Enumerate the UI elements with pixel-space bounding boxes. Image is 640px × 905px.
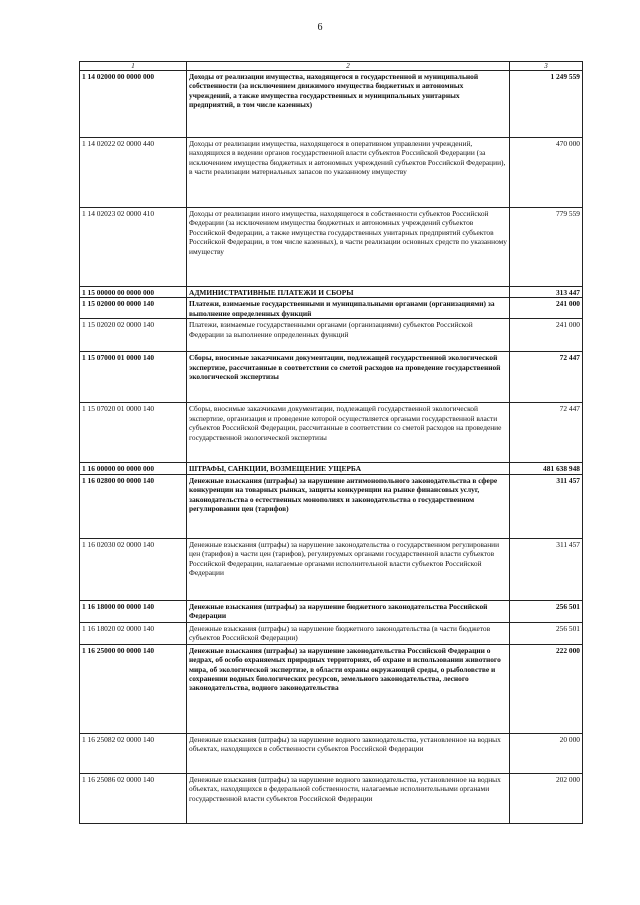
table-row	[80, 403, 583, 463]
budget-revenue-table	[79, 61, 583, 824]
row-name: ШТРАФЫ, САНКЦИИ, ВОЗМЕЩЕНИЕ УЩЕРБА	[187, 463, 510, 474]
table-row	[80, 474, 583, 538]
row-name: Платежи, взимаемые государственными и муниципальными органами (организациями) за выполнение определенных функций	[187, 298, 510, 319]
row-code: 1 16 02030 02 0000 140	[80, 538, 187, 600]
row-name: Доходы от реализации имущества, находящегося в государственной и муниципальной собственности (за исключением движимого имущества бюджетных и автономных учреждений, а также имущества государственных и муниципальных унитарных предприятий, в том числе казенных)	[187, 71, 510, 138]
row-code: 1 15 00000 00 0000 000	[80, 287, 187, 298]
row-code: 1 16 02800 00 0000 140	[80, 474, 187, 538]
row-code: 1 15 07000 01 0000 140	[80, 352, 187, 403]
row-amount: 222 000	[510, 644, 583, 733]
column-header-2: 2	[187, 62, 510, 71]
row-amount: 72 447	[510, 403, 583, 463]
row-name: Денежные взыскания (штрафы) за нарушение законодательства о государственном регулировании цен (тарифов) в части цен (тарифов), регулируемых органами государственной власти субъектов Российской Федерации, налагаемые органами исполнительной власти субъектов Российской Федерации	[187, 538, 510, 600]
row-amount: 202 000	[510, 773, 583, 823]
row-amount: 481 638 948	[510, 463, 583, 474]
table-row	[80, 352, 583, 403]
table-row	[80, 622, 583, 644]
page-number: 6	[317, 22, 323, 33]
table-row	[80, 600, 583, 622]
row-name: Сборы, вносимые заказчиками документации, подлежащей государственной экологической экспертизе, организация и проведение которой осуществляется органами государственной власти субъектов Российской Федерации, рассчитанные в соответствии со сметой расходов на проведение государственной экологической экспертизы	[187, 403, 510, 463]
row-code: 1 16 18000 00 0000 140	[80, 600, 187, 622]
row-name: Денежные взыскания (штрафы) за нарушение бюджетного законодательства Российской Федерации	[187, 600, 510, 622]
row-name: АДМИНИСТРАТИВНЫЕ ПЛАТЕЖИ И СБОРЫ	[187, 287, 510, 298]
row-name: Платежи, взимаемые государственными органами (организациями) субъектов Российской Федерации за выполнение определенных функций	[187, 319, 510, 352]
row-code: 1 14 02023 02 0000 410	[80, 208, 187, 287]
row-amount: 256 501	[510, 600, 583, 622]
row-amount: 311 457	[510, 474, 583, 538]
row-amount: 779 559	[510, 208, 583, 287]
row-name: Доходы от реализации имущества, находящегося в оперативном управлении учреждений, находящихся в ведении органов государственной власти субъектов Российской Федерации (за исключением имущества бюджетных и автономных учреждений субъектов Российской Федерации), в части реализации материальных запасов по указанному имуществу	[187, 138, 510, 208]
row-amount: 470 000	[510, 138, 583, 208]
row-amount: 241 000	[510, 319, 583, 352]
table-header-row	[80, 62, 583, 71]
row-code: 1 15 07020 01 0000 140	[80, 403, 187, 463]
row-name: Денежные взыскания (штрафы) за нарушение водного законодательства, установленное на водных объектах, находящихся в собственности субъектов Российской Федерации	[187, 733, 510, 773]
row-name: Денежные взыскания (штрафы) за нарушение бюджетного законодательства (в части бюджетов субъектов Российской Федерации)	[187, 622, 510, 644]
row-code: 1 14 02000 00 0000 000	[80, 71, 187, 138]
table-row	[80, 287, 583, 298]
table-row	[80, 463, 583, 474]
row-amount: 20 000	[510, 733, 583, 773]
row-name: Денежные взыскания (штрафы) за нарушение антимонопольного законодательства в сфере конкуренции на товарных рынках, защиты конкуренции на рынке финансовых услуг, законодательства о естественных монополиях и законодательства о государственном регулировании цен (тарифов)	[187, 474, 510, 538]
table-row	[80, 773, 583, 823]
row-code: 1 16 25082 02 0000 140	[80, 733, 187, 773]
row-code: 1 16 00000 00 0000 000	[80, 463, 187, 474]
row-amount: 311 457	[510, 538, 583, 600]
table-row	[80, 298, 583, 319]
row-name: Доходы от реализации иного имущества, находящегося в собственности субъектов Российской Федерации (за исключением имущества бюджетных и автономных учреждений субъектов Российской Федерации, а также имущества государственных унитарных предприятий субъектов Российской Федерации, в том числе казенных), в части реализации основных средств по указанному имуществу	[187, 208, 510, 287]
table-row	[80, 138, 583, 208]
column-header-1: 1	[80, 62, 187, 71]
row-name: Денежные взыскания (штрафы) за нарушение водного законодательства, установленное на водных объектах, находящихся в федеральной собственности, налагаемые исполнительными органами государственной власти субъектов Российской Федерации	[187, 773, 510, 823]
row-name: Сборы, вносимые заказчиками документации, подлежащей государственной экологической экспертизе, рассчитанные в соответствии со сметой расходов на проведение государственной экологической экспертизы	[187, 352, 510, 403]
row-code: 1 16 25086 02 0000 140	[80, 773, 187, 823]
column-header-3: 3	[510, 62, 583, 71]
row-code: 1 15 02000 00 0000 140	[80, 298, 187, 319]
row-amount: 256 501	[510, 622, 583, 644]
row-amount: 313 447	[510, 287, 583, 298]
table-row	[80, 538, 583, 600]
table-row	[80, 319, 583, 352]
row-code: 1 14 02022 02 0000 440	[80, 138, 187, 208]
row-amount: 72 447	[510, 352, 583, 403]
row-amount: 241 000	[510, 298, 583, 319]
table-row	[80, 644, 583, 733]
row-name: Денежные взыскания (штрафы) за нарушение законодательства Российской Федерации о недрах, об особо охраняемых природных территориях, об охране и использовании животного мира, об экологической экспертизе, в области охраны окружающей среды, о рыболовстве и сохранении водных биологических ресурсов, земельного законодательства, лесного законодательства, водного законодательства	[187, 644, 510, 733]
row-amount: 1 249 559	[510, 71, 583, 138]
table-row	[80, 71, 583, 138]
row-code: 1 16 18020 02 0000 140	[80, 622, 187, 644]
table-row	[80, 733, 583, 773]
row-code: 1 15 02020 02 0000 140	[80, 319, 187, 352]
table-row	[80, 208, 583, 287]
row-code: 1 16 25000 00 0000 140	[80, 644, 187, 733]
